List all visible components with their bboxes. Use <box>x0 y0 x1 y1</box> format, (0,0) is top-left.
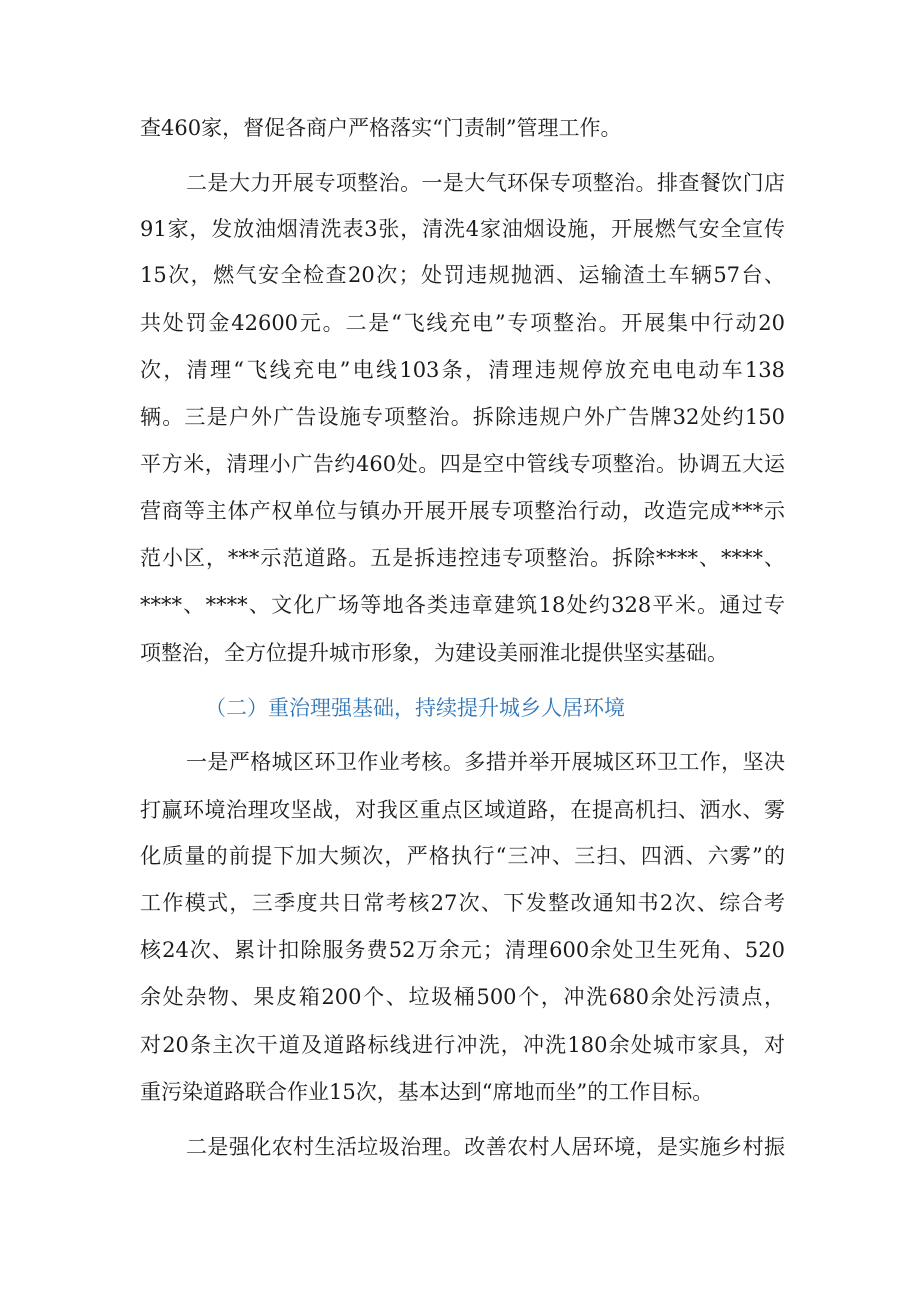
text-line: 营商等主体产权单位与镇办开展开展专项整治行动，改造完成***示 <box>140 499 785 523</box>
text-line: 查460家，督促各商户严格落实“门责制”管理工作。 <box>140 116 622 140</box>
text-line: ****、****、文化广场等地各类违章建筑18处约328平米。通过专 <box>140 593 785 617</box>
text-line: 二是强化农村生活垃圾治理。改善农村人居环境，是实施乡村振 <box>186 1135 785 1159</box>
text-line: 二是大力开展专项整治。一是大气环保专项整治。排查餐饮门店 <box>186 171 785 195</box>
text-line: 化质量的前提下加大频次，严格执行“三冲、三扫、四洒、六雾”的 <box>140 844 785 868</box>
text-line: 次，清理“飞线充电”电线103条，清理违规停放充电电动车138 <box>140 358 785 382</box>
text-line: 一是严格城区环卫作业考核。多措并举开展城区环卫工作，坚决 <box>186 750 785 774</box>
text-line: 辆。三是户外广告设施专项整治。拆除违规户外广告牌32处约150 <box>140 405 785 429</box>
text-line: 对20条主次干道及道路标线进行冲洗，冲洗180余处城市家具，对 <box>140 1033 785 1057</box>
text-line: 15次，燃气安全检查20次；处罚违规抛洒、运输渣土车辆57台、 <box>140 263 785 287</box>
text-line: 项整治，全方位提升城市形象，为建设美丽淮北提供坚实基础。 <box>140 641 728 665</box>
text-line: 重污染道路联合作业15次，基本达到“席地而坐”的工作目标。 <box>140 1080 714 1104</box>
text-line: 核24次、累计扣除服务费52万余元；清理600余处卫生死角、520 <box>140 938 785 962</box>
text-line: 平方米，清理小广告约460处。四是空中管线专项整治。协调五大运 <box>140 452 785 476</box>
text-line: 91家，发放油烟清洗表3张，清洗4家油烟设施，开展燃气安全宣传 <box>140 217 785 241</box>
text-line: 工作模式，三季度共日常考核27次、下发整改通知书2次、综合考 <box>140 891 785 915</box>
text-line: 余处杂物、果皮箱200个、垃圾桶500个，冲洗680余处污渍点， <box>140 985 785 1009</box>
section-heading: （二）重治理强基础，持续提升城乡人居环境 <box>205 696 625 720</box>
text-line: 范小区，***示范道路。五是拆违控违专项整治。拆除****、****、 <box>140 546 785 570</box>
text-line: 共处罚金42600元。二是“飞线充电”专项整治。开展集中行动20 <box>140 311 785 335</box>
text-line: 打赢环境治理攻坚战，对我区重点区域道路，在提高机扫、洒水、雾 <box>140 798 785 822</box>
